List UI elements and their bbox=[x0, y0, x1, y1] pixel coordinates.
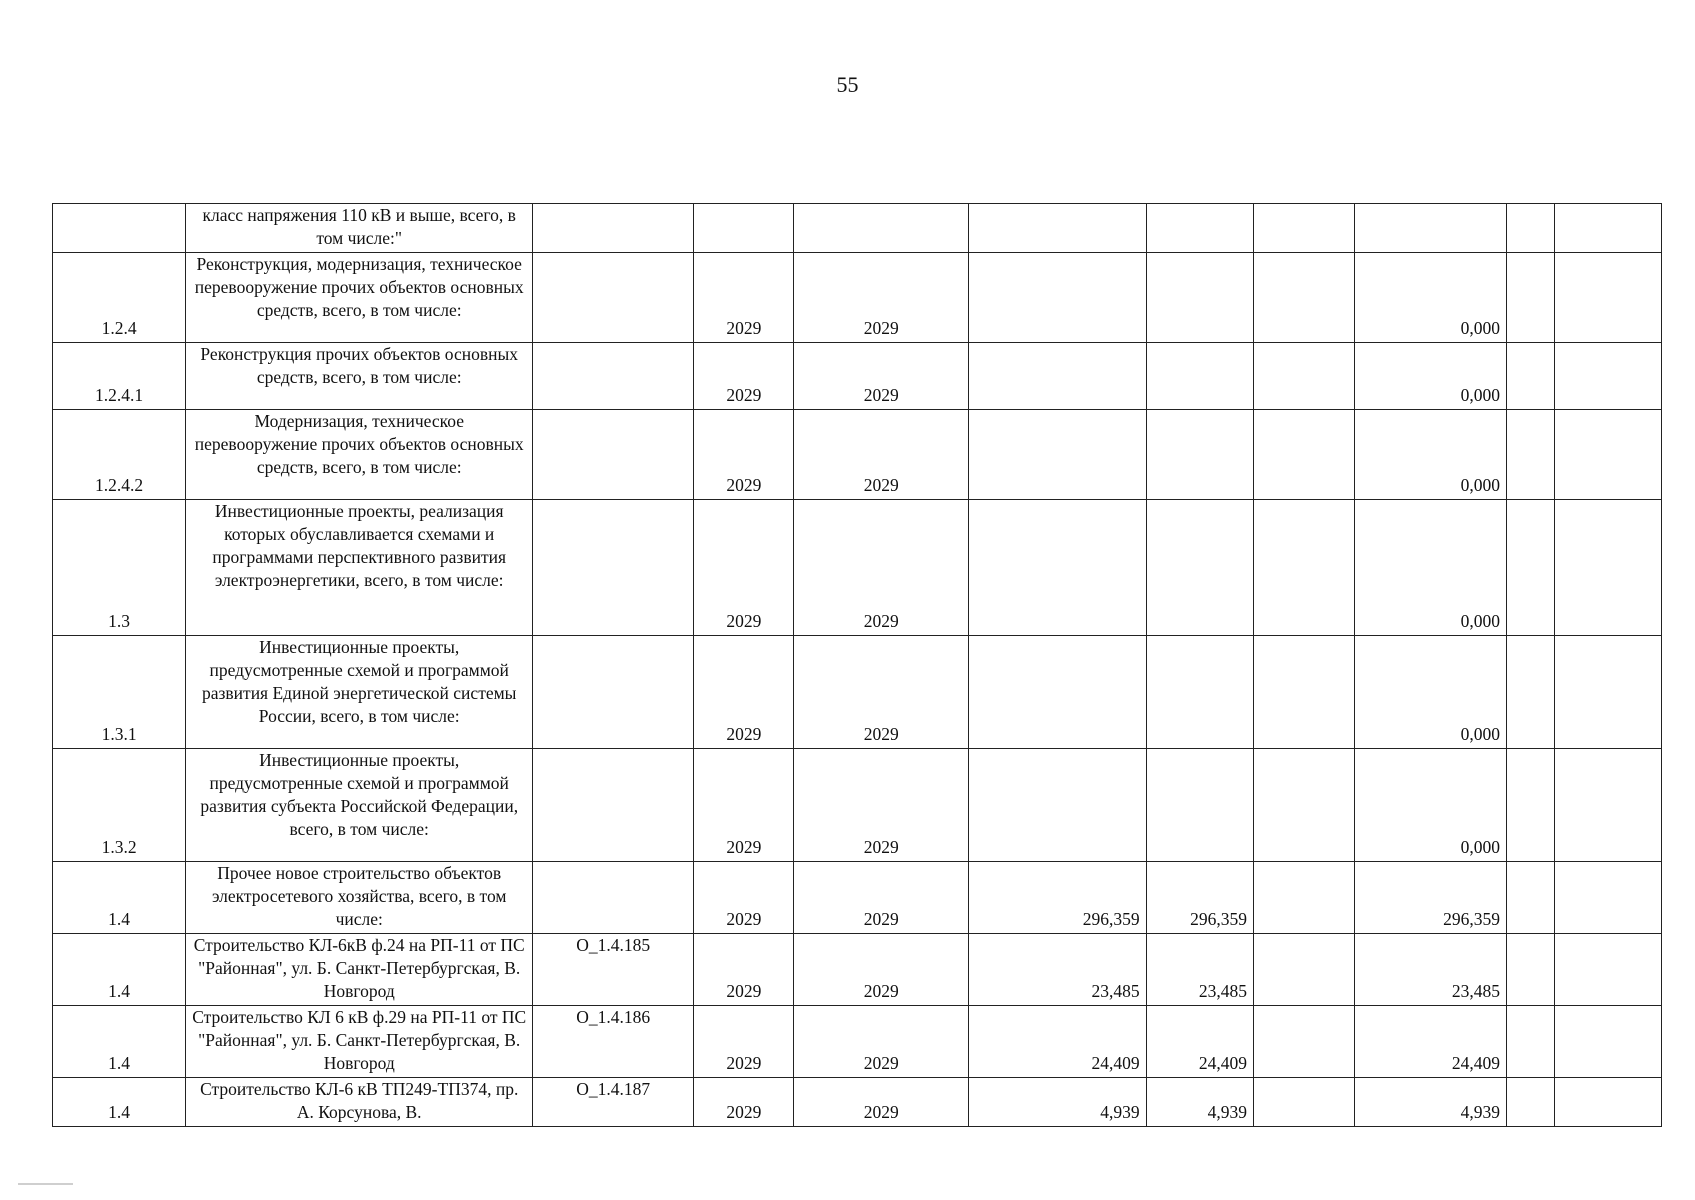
row-name: Реконструкция, модернизация, техническое перевооружение прочих объектов основных средств, всего, в том числе: bbox=[186, 253, 533, 343]
row-name: Инвестиционные проекты, предусмотренные схемой и программой развития субъекта Российской Федерации, всего, в том числе: bbox=[186, 749, 533, 862]
row-value-2 bbox=[1146, 410, 1253, 500]
row-value-6 bbox=[1554, 1006, 1661, 1078]
table-row bbox=[53, 410, 1662, 500]
row-value-6 bbox=[1554, 204, 1661, 253]
row-value-1: 4,939 bbox=[969, 1078, 1147, 1127]
row-value-2: 4,939 bbox=[1146, 1078, 1253, 1127]
row-end-year: 2029 bbox=[794, 749, 969, 862]
row-project-id bbox=[533, 253, 694, 343]
row-name: класс напряжения 110 кВ и выше, всего, в том числе:" bbox=[186, 204, 533, 253]
row-code: 1.4 bbox=[53, 862, 186, 934]
row-value-2: 296,359 bbox=[1146, 862, 1253, 934]
scan-artifact bbox=[18, 1183, 73, 1185]
row-value-5 bbox=[1507, 204, 1555, 253]
row-start-year: 2029 bbox=[694, 410, 794, 500]
row-name: Инвестиционные проекты, предусмотренные схемой и программой развития Единой энергетической системы России, всего, в том числе: bbox=[186, 636, 533, 749]
table-row bbox=[53, 204, 1662, 253]
row-end-year: 2029 bbox=[794, 410, 969, 500]
row-start-year: 2029 bbox=[694, 934, 794, 1006]
row-value-5 bbox=[1507, 253, 1555, 343]
row-value-4 bbox=[1355, 204, 1507, 253]
row-value-3 bbox=[1254, 934, 1355, 1006]
row-end-year: 2029 bbox=[794, 934, 969, 1006]
row-value-3 bbox=[1254, 500, 1355, 636]
row-code: 1.3 bbox=[53, 500, 186, 636]
row-value-1: 24,409 bbox=[969, 1006, 1147, 1078]
row-value-4: 296,359 bbox=[1355, 862, 1507, 934]
row-value-6 bbox=[1554, 749, 1661, 862]
row-value-6 bbox=[1554, 410, 1661, 500]
row-code: 1.3.2 bbox=[53, 749, 186, 862]
row-project-id bbox=[533, 343, 694, 410]
row-code: 1.4 bbox=[53, 1078, 186, 1127]
row-value-6 bbox=[1554, 636, 1661, 749]
row-project-id bbox=[533, 500, 694, 636]
row-value-2: 24,409 bbox=[1146, 1006, 1253, 1078]
table-row bbox=[53, 636, 1662, 749]
row-code: 1.2.4.1 bbox=[53, 343, 186, 410]
row-code: 1.4 bbox=[53, 934, 186, 1006]
row-end-year: 2029 bbox=[794, 253, 969, 343]
row-project-id: О_1.4.185 bbox=[533, 934, 694, 1006]
row-end-year: 2029 bbox=[794, 343, 969, 410]
row-code: 1.2.4.2 bbox=[53, 410, 186, 500]
table-row bbox=[53, 253, 1662, 343]
row-start-year: 2029 bbox=[694, 636, 794, 749]
table-row bbox=[53, 862, 1662, 934]
row-value-2 bbox=[1146, 500, 1253, 636]
row-value-4: 23,485 bbox=[1355, 934, 1507, 1006]
row-end-year: 2029 bbox=[794, 862, 969, 934]
row-end-year: 2029 bbox=[794, 1078, 969, 1127]
row-start-year: 2029 bbox=[694, 343, 794, 410]
table-row bbox=[53, 1006, 1662, 1078]
row-value-3 bbox=[1254, 253, 1355, 343]
row-value-4: 24,409 bbox=[1355, 1006, 1507, 1078]
row-value-5 bbox=[1507, 343, 1555, 410]
row-name: Строительство КЛ 6 кВ ф.29 на РП-11 от ПС "Районная", ул. Б. Санкт-Петербургская, В. Новгород bbox=[186, 1006, 533, 1078]
row-start-year bbox=[694, 204, 794, 253]
row-start-year: 2029 bbox=[694, 1078, 794, 1127]
row-project-id: О_1.4.187 bbox=[533, 1078, 694, 1127]
row-project-id: О_1.4.186 bbox=[533, 1006, 694, 1078]
row-value-4: 0,000 bbox=[1355, 343, 1507, 410]
row-value-6 bbox=[1554, 1078, 1661, 1127]
row-start-year: 2029 bbox=[694, 749, 794, 862]
row-value-5 bbox=[1507, 862, 1555, 934]
row-project-id bbox=[533, 410, 694, 500]
row-value-4: 0,000 bbox=[1355, 636, 1507, 749]
row-value-3 bbox=[1254, 1078, 1355, 1127]
row-value-5 bbox=[1507, 1006, 1555, 1078]
row-code: 1.2.4 bbox=[53, 253, 186, 343]
row-value-3 bbox=[1254, 343, 1355, 410]
row-value-2 bbox=[1146, 253, 1253, 343]
row-value-1 bbox=[969, 204, 1147, 253]
table-row bbox=[53, 500, 1662, 636]
row-value-5 bbox=[1507, 410, 1555, 500]
row-value-3 bbox=[1254, 410, 1355, 500]
row-value-5 bbox=[1507, 934, 1555, 1006]
row-end-year bbox=[794, 204, 969, 253]
row-project-id bbox=[533, 862, 694, 934]
row-project-id bbox=[533, 749, 694, 862]
row-start-year: 2029 bbox=[694, 862, 794, 934]
row-value-6 bbox=[1554, 343, 1661, 410]
row-value-1 bbox=[969, 749, 1147, 862]
row-value-6 bbox=[1554, 253, 1661, 343]
row-value-3 bbox=[1254, 1006, 1355, 1078]
row-start-year: 2029 bbox=[694, 1006, 794, 1078]
row-end-year: 2029 bbox=[794, 636, 969, 749]
page-number: 55 bbox=[836, 72, 859, 97]
row-value-4: 0,000 bbox=[1355, 410, 1507, 500]
row-end-year: 2029 bbox=[794, 1006, 969, 1078]
row-value-2 bbox=[1146, 749, 1253, 862]
row-value-5 bbox=[1507, 1078, 1555, 1127]
row-name: Строительство КЛ-6кВ ф.24 на РП-11 от ПС "Районная", ул. Б. Санкт-Петербургская, В. Новгород bbox=[186, 934, 533, 1006]
row-value-5 bbox=[1507, 500, 1555, 636]
table-row bbox=[53, 1078, 1662, 1127]
row-value-5 bbox=[1507, 636, 1555, 749]
row-value-2 bbox=[1146, 343, 1253, 410]
row-value-6 bbox=[1554, 862, 1661, 934]
row-value-5 bbox=[1507, 749, 1555, 862]
row-code bbox=[53, 204, 186, 253]
row-start-year: 2029 bbox=[694, 253, 794, 343]
row-value-2 bbox=[1146, 204, 1253, 253]
row-project-id bbox=[533, 204, 694, 253]
row-end-year: 2029 bbox=[794, 500, 969, 636]
table-row bbox=[53, 934, 1662, 1006]
row-value-4: 0,000 bbox=[1355, 500, 1507, 636]
row-value-1 bbox=[969, 636, 1147, 749]
row-value-3 bbox=[1254, 749, 1355, 862]
row-value-4: 4,939 bbox=[1355, 1078, 1507, 1127]
row-project-id bbox=[533, 636, 694, 749]
row-value-1 bbox=[969, 343, 1147, 410]
row-value-3 bbox=[1254, 862, 1355, 934]
table-row bbox=[53, 749, 1662, 862]
row-value-4: 0,000 bbox=[1355, 749, 1507, 862]
row-code: 1.3.1 bbox=[53, 636, 186, 749]
row-value-4: 0,000 bbox=[1355, 253, 1507, 343]
row-value-2: 23,485 bbox=[1146, 934, 1253, 1006]
row-value-6 bbox=[1554, 934, 1661, 1006]
row-value-3 bbox=[1254, 636, 1355, 749]
row-value-1 bbox=[969, 500, 1147, 636]
row-name: Инвестиционные проекты, реализация которых обуславливается схемами и программами перспективного развития электроэнергетики, всего, в том числе: bbox=[186, 500, 533, 636]
table-row bbox=[53, 343, 1662, 410]
row-value-2 bbox=[1146, 636, 1253, 749]
row-name: Модернизация, техническое перевооружение прочих объектов основных средств, всего, в том числе: bbox=[186, 410, 533, 500]
row-value-1: 296,359 bbox=[969, 862, 1147, 934]
row-code: 1.4 bbox=[53, 1006, 186, 1078]
row-value-3 bbox=[1254, 204, 1355, 253]
row-name: Реконструкция прочих объектов основных средств, всего, в том числе: bbox=[186, 343, 533, 410]
investment-table bbox=[52, 203, 1662, 1127]
row-value-1 bbox=[969, 410, 1147, 500]
row-value-1: 23,485 bbox=[969, 934, 1147, 1006]
row-name: Строительство КЛ-6 кВ ТП249-ТП374, пр. А. Корсунова, В. bbox=[186, 1078, 533, 1127]
row-start-year: 2029 bbox=[694, 500, 794, 636]
row-value-1 bbox=[969, 253, 1147, 343]
row-name: Прочее новое строительство объектов электросетевого хозяйства, всего, в том числе: bbox=[186, 862, 533, 934]
row-value-6 bbox=[1554, 500, 1661, 636]
